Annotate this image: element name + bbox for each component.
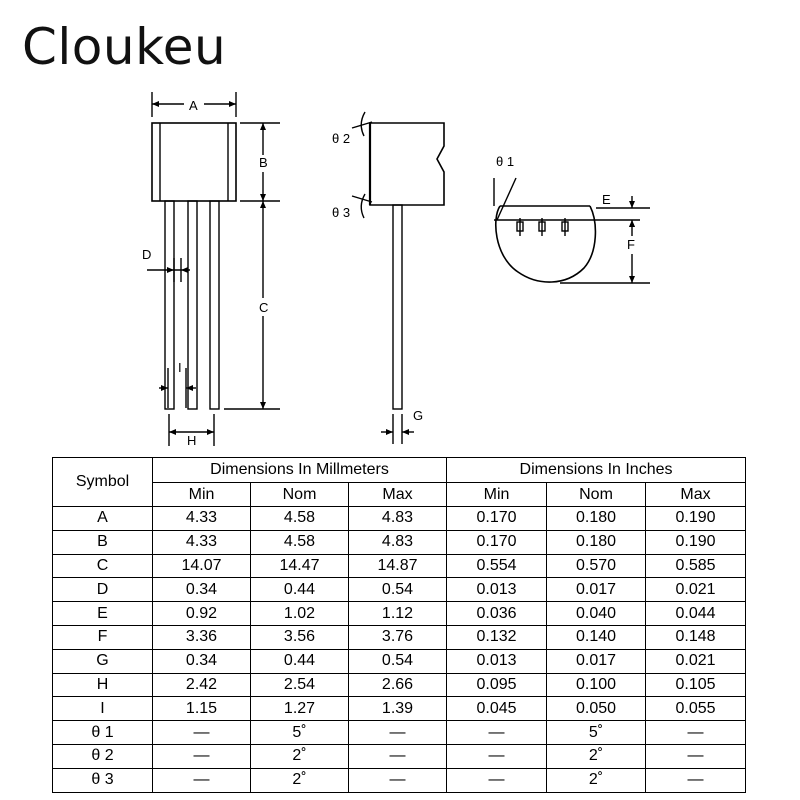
value-cell: 0.105 <box>646 673 746 697</box>
value-cell: 0.013 <box>447 649 547 673</box>
value-cell: 3.56 <box>251 625 349 649</box>
symbol-cell: θ 1 <box>53 721 153 745</box>
value-cell: 1.02 <box>251 602 349 626</box>
label-d: D <box>142 247 152 262</box>
value-cell: 0.180 <box>547 507 646 531</box>
label-b: B <box>259 155 268 170</box>
value-cell: 0.34 <box>153 578 251 602</box>
front-view <box>147 92 280 446</box>
value-cell: 0.44 <box>251 649 349 673</box>
symbol-cell: C <box>53 554 153 578</box>
value-cell: 2˚ <box>251 768 349 792</box>
value-cell: — <box>349 768 447 792</box>
symbol-cell: θ 3 <box>53 768 153 792</box>
value-cell: — <box>447 744 547 768</box>
bottom-view <box>494 178 650 283</box>
value-cell: 0.021 <box>646 649 746 673</box>
value-cell: 4.83 <box>349 530 447 554</box>
symbol-cell: A <box>53 507 153 531</box>
value-cell: 0.170 <box>447 530 547 554</box>
table-row <box>53 744 746 768</box>
value-cell: — <box>153 721 251 745</box>
value-cell: 1.27 <box>251 697 349 721</box>
value-cell: 0.040 <box>547 602 646 626</box>
value-cell: — <box>153 744 251 768</box>
value-cell: 0.170 <box>447 507 547 531</box>
dimensions-table <box>52 457 746 793</box>
symbol-cell: θ 2 <box>53 744 153 768</box>
table-row <box>53 673 746 697</box>
value-cell: 0.585 <box>646 554 746 578</box>
label-theta2: θ 2 <box>332 131 351 146</box>
table-subheader-row <box>53 483 746 507</box>
value-cell: 0.554 <box>447 554 547 578</box>
table-row <box>53 768 746 792</box>
value-cell: 4.33 <box>153 530 251 554</box>
table-row <box>53 697 746 721</box>
value-cell: 14.47 <box>251 554 349 578</box>
value-cell: 0.095 <box>447 673 547 697</box>
value-cell: — <box>153 768 251 792</box>
value-cell: 0.045 <box>447 697 547 721</box>
table-row <box>53 554 746 578</box>
value-cell: 14.87 <box>349 554 447 578</box>
table-row <box>53 578 746 602</box>
value-cell: 0.044 <box>646 602 746 626</box>
value-cell: 0.570 <box>547 554 646 578</box>
table-body <box>53 507 746 793</box>
table-row <box>53 625 746 649</box>
subheader-in-min: Min <box>447 483 547 507</box>
value-cell: 2˚ <box>547 768 646 792</box>
value-cell: 0.54 <box>349 578 447 602</box>
value-cell: 1.39 <box>349 697 447 721</box>
value-cell: 2.54 <box>251 673 349 697</box>
value-cell: 0.055 <box>646 697 746 721</box>
subheader-mm-max: Max <box>349 483 447 507</box>
value-cell: 2˚ <box>547 744 646 768</box>
value-cell: 1.15 <box>153 697 251 721</box>
value-cell: 0.021 <box>646 578 746 602</box>
label-g: G <box>413 408 424 423</box>
label-f: F <box>627 237 635 252</box>
value-cell: 0.34 <box>153 649 251 673</box>
value-cell: — <box>447 721 547 745</box>
subheader-mm-nom: Nom <box>251 483 349 507</box>
value-cell: 3.36 <box>153 625 251 649</box>
value-cell: — <box>646 744 746 768</box>
subheader-in-nom: Nom <box>547 483 646 507</box>
value-cell: 0.54 <box>349 649 447 673</box>
label-i: I <box>178 360 182 375</box>
value-cell: — <box>349 721 447 745</box>
value-cell: 5˚ <box>251 721 349 745</box>
value-cell: 0.050 <box>547 697 646 721</box>
value-cell: 1.12 <box>349 602 447 626</box>
table-row <box>53 721 746 745</box>
value-cell: — <box>646 721 746 745</box>
value-cell: 4.58 <box>251 507 349 531</box>
value-cell: 0.132 <box>447 625 547 649</box>
subheader-in-max: Max <box>646 483 746 507</box>
label-h: H <box>187 433 197 448</box>
value-cell: 0.190 <box>646 530 746 554</box>
value-cell: 0.190 <box>646 507 746 531</box>
value-cell: 0.017 <box>547 649 646 673</box>
symbol-cell: D <box>53 578 153 602</box>
value-cell: 0.017 <box>547 578 646 602</box>
value-cell: 2.66 <box>349 673 447 697</box>
value-cell: 0.140 <box>547 625 646 649</box>
value-cell: 0.92 <box>153 602 251 626</box>
value-cell: 2.42 <box>153 673 251 697</box>
table-row <box>53 649 746 673</box>
subheader-mm-min: Min <box>153 483 251 507</box>
label-a: A <box>189 98 198 113</box>
value-cell: 0.44 <box>251 578 349 602</box>
table-row <box>53 507 746 531</box>
value-cell: 2˚ <box>251 744 349 768</box>
value-cell: 4.33 <box>153 507 251 531</box>
mm-header: Dimensions In Millmeters <box>153 458 447 483</box>
value-cell: — <box>349 744 447 768</box>
value-cell: 0.036 <box>447 602 547 626</box>
symbol-cell: B <box>53 530 153 554</box>
symbol-cell: I <box>53 697 153 721</box>
value-cell: 3.76 <box>349 625 447 649</box>
inch-header: Dimensions In Inches <box>447 458 746 483</box>
value-cell: 0.180 <box>547 530 646 554</box>
value-cell: 0.013 <box>447 578 547 602</box>
side-view <box>352 112 444 444</box>
brand-logo: Cloukeu <box>22 18 227 76</box>
table-row <box>53 602 746 626</box>
value-cell: 14.07 <box>153 554 251 578</box>
value-cell: 4.83 <box>349 507 447 531</box>
value-cell: — <box>646 768 746 792</box>
symbol-cell: E <box>53 602 153 626</box>
symbol-header: Symbol <box>53 458 153 507</box>
symbol-cell: F <box>53 625 153 649</box>
value-cell: 0.100 <box>547 673 646 697</box>
label-theta3: θ 3 <box>332 205 351 220</box>
symbol-cell: G <box>53 649 153 673</box>
value-cell: — <box>447 768 547 792</box>
table-header-row <box>53 458 746 483</box>
label-theta1: θ 1 <box>496 154 515 169</box>
value-cell: 0.148 <box>646 625 746 649</box>
value-cell: 4.58 <box>251 530 349 554</box>
value-cell: 5˚ <box>547 721 646 745</box>
symbol-cell: H <box>53 673 153 697</box>
table-row <box>53 530 746 554</box>
label-e: E <box>602 192 611 207</box>
label-c: C <box>259 300 269 315</box>
